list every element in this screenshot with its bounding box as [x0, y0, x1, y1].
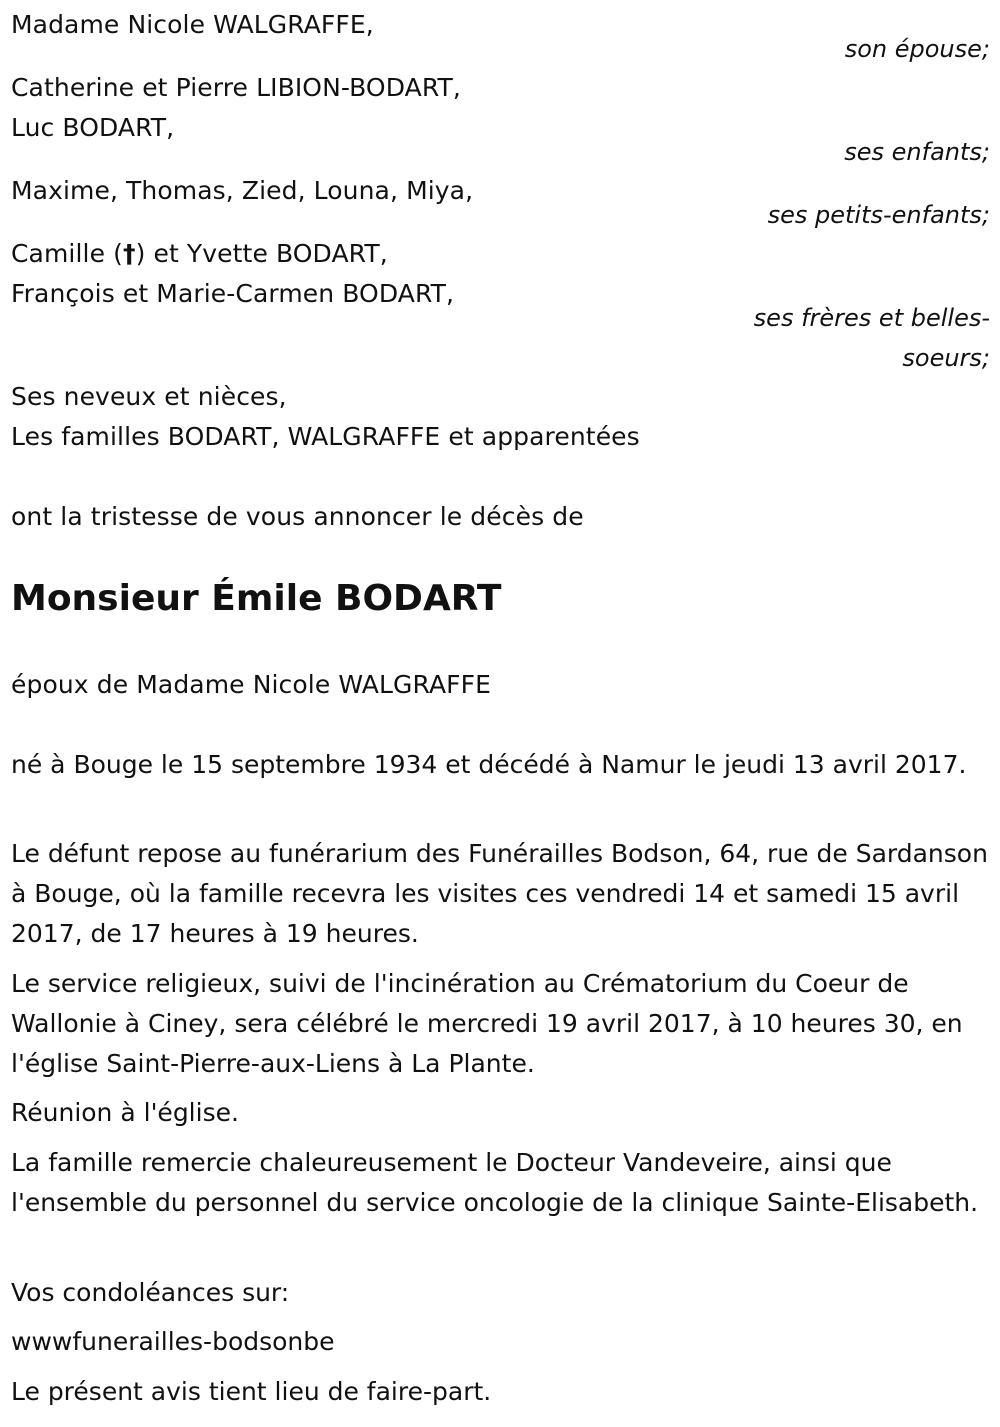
notice: Le présent avis tient lieu de faire-part. — [11, 1377, 492, 1406]
deceased-name: Monsieur Émile BODART — [11, 578, 502, 619]
children-role: ses enfants; — [844, 138, 990, 166]
condolences-label: Vos condoléances sur: — [11, 1278, 290, 1307]
spouse-name: Madame Nicole WALGRAFFE, — [11, 10, 374, 39]
sibling-1-name: Camille ( — [11, 239, 123, 268]
sibling-2: François et Marie-Carmen BODART, — [11, 279, 455, 308]
reunion: Réunion à l'église. — [11, 1098, 239, 1127]
grandchildren: Maxime, Thomas, Zied, Louna, Miya, — [11, 176, 474, 205]
siblings-role-line1: ses frères et belles- — [753, 304, 990, 332]
birth-death: né à Bouge le 15 septembre 1934 et décédé à Namur le jeudi 13 avril 2017. — [11, 750, 967, 779]
child-1: Catherine et Pierre LIBION-BODART, — [11, 73, 461, 102]
sibling-1-rest: ) et Yvette BODART, — [135, 239, 388, 268]
website-link[interactable]: wwwfunerailles-bodsonbe — [11, 1327, 335, 1356]
families: Les familles BODART, WALGRAFFE et apparentées — [11, 422, 640, 451]
siblings-role-line2: soeurs; — [902, 344, 990, 372]
nephews: Ses neveux et nièces, — [11, 382, 287, 411]
cross-icon: † — [122, 239, 136, 268]
announcement: ont la tristesse de vous annoncer le décès de — [11, 502, 584, 531]
service-info: Le service religieux, suivi de l'incinération au Crématorium du Coeur de Wallonie à Ciney, sera célébré le mercredi 19 avril 2017, à 10 heures 30, en l'église Saint-Pierre-aux-Liens à La Plante. — [11, 969, 963, 1078]
spouse-role: son épouse; — [844, 35, 990, 63]
viewing-info: Le défunt repose au funérarium des Funérailles Bodson, 64, rue de Sardanson à Bouge, où la famille recevra les visites ces vendredi 14 et samedi 15 avril 2017, de 17 heures à 19 heures. — [11, 839, 988, 948]
child-2: Luc BODART, — [11, 113, 175, 142]
thanks: La famille remercie chaleureusement le Docteur Vandeveire, ainsi que l'ensemble du personnel du service oncologie de la clinique Sainte-Elisabeth. — [11, 1148, 979, 1217]
sibling-1 — [11, 239, 388, 269]
grandchildren-role: ses petits-enfants; — [767, 201, 990, 229]
spouse-of: époux de Madame Nicole WALGRAFFE — [11, 670, 492, 699]
